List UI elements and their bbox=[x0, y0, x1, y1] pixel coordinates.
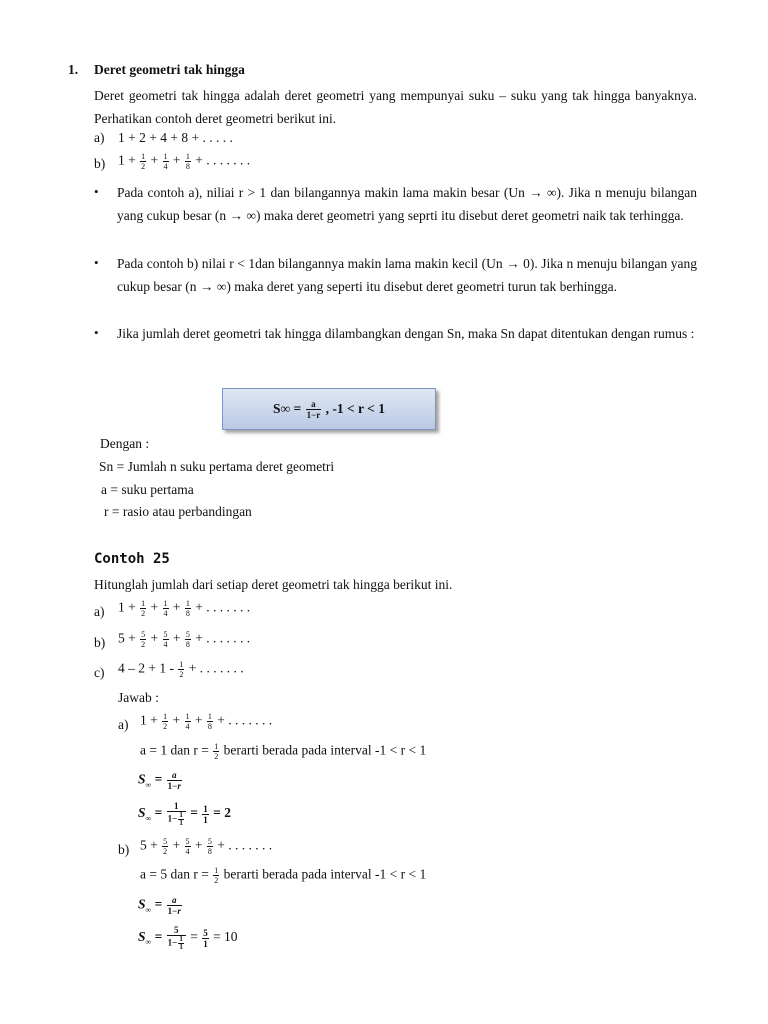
formula-box: S∞ = $\frac{a}{1-r}$ , -1 < r < 1 bbox=[222, 388, 436, 430]
answer-a-given: a = 1 dan r = $\frac{1}{2}$ berarti berada pada interval -1 < r < 1 bbox=[140, 742, 427, 761]
legend-sn: Sn = Jumlah n suku pertama deret geometri bbox=[99, 459, 335, 474]
example-a-label: a) bbox=[94, 604, 105, 619]
bullet-2-text: Pada contoh b) nilai r < 1dan bilangannya makin lama makin kecil (Un → 0). Jika n menuju bilangan yang cukup besar (n → ∞) maka deret yang seperti itu disebut deret geometri turun tak berhingga. bbox=[117, 256, 697, 294]
section-number: 1. bbox=[68, 62, 79, 77]
answer-a-formula: $S_\infty$ = $\frac{a}{1-r}$ bbox=[138, 770, 181, 791]
legend-r: r = rasio atau perbandingan bbox=[104, 504, 252, 519]
answer-a-label: a) bbox=[118, 717, 129, 732]
answer-b-formula: $S_\infty$ = $\frac{a}{1-r}$ bbox=[138, 895, 181, 916]
bullet-dot: • bbox=[94, 255, 99, 270]
example-c-label: c) bbox=[94, 665, 105, 680]
intro-paragraph: Deret geometri tak hingga adalah deret geometri yang mempunyai suku – suku yang tak hingga banyaknya. Perhatikan contoh deret geometri berikut ini. bbox=[94, 88, 697, 126]
answer-b-result: $S_\infty$ = 5 1− $\frac{1}{1}$ = $\frac{5}{1}$ = 10 bbox=[138, 925, 238, 951]
example-c-series: 4 – 2 + 1 - $\frac{1}{2}$ + . . . . . . . bbox=[118, 660, 244, 679]
bullet-dot: • bbox=[94, 325, 99, 340]
example-prompt: Hitunglah jumlah dari setiap deret geometri tak hingga berikut ini. bbox=[94, 577, 453, 592]
legend-title: Dengan : bbox=[100, 436, 150, 451]
example-b-label: b) bbox=[94, 635, 106, 650]
example-a-series: 1 + $\frac{1}{2}$ + $\frac{1}{4}$ + $\frac{1}{8}$ + . . . . . . . bbox=[118, 599, 251, 618]
bullet-dot: • bbox=[94, 184, 99, 199]
example-b-series: 5 + $\frac{5}{2}$ + $\frac{5}{4}$ + $\frac{5}{8}$ + . . . . . . . bbox=[118, 630, 251, 649]
answer-b-series: 5 + $\frac{5}{2}$ + $\frac{5}{4}$ + $\frac{5}{8}$ + . . . . . . . bbox=[140, 837, 273, 856]
bullet-1-text: Pada contoh a), niliai r > 1 dan bilangannya makin lama makin besar (Un → ∞). Jika n menuju bilangan yang cukup besar (n → ∞) maka deret geometri yang seprti itu disebut deret geometri naik tak terhingga. bbox=[117, 185, 697, 223]
answer-a-result: $S_\infty$ = 1 1− $\frac{1}{1}$ = $\frac{1}{1}$ = 2 bbox=[138, 801, 231, 827]
section-title: Deret geometri tak hingga bbox=[94, 62, 245, 77]
series-b-label: b) bbox=[94, 156, 106, 171]
series-a: 1 + 2 + 4 + 8 + . . . . . bbox=[118, 130, 233, 145]
answer-b-label: b) bbox=[118, 842, 130, 857]
answer-title: Jawab : bbox=[118, 690, 159, 705]
answer-a-series: 1 + $\frac{1}{2}$ + $\frac{1}{4}$ + $\frac{1}{8}$ + . . . . . . . bbox=[140, 712, 273, 731]
series-b: 1 + $\frac{1}{2}$ + $\frac{1}{4}$ + $\frac{1}{8}$ + . . . . . . . bbox=[118, 152, 251, 171]
example-title: Contoh 25 bbox=[94, 551, 170, 567]
bullet-3-text: Jika jumlah deret geometri tak hingga dilambangkan dengan Sn, maka Sn dapat ditentukan dengan rumus : bbox=[117, 326, 695, 341]
series-a-label: a) bbox=[94, 130, 105, 145]
legend-a: a = suku pertama bbox=[101, 482, 194, 497]
answer-b-given: a = 5 dan r = $\frac{1}{2}$ berarti berada pada interval -1 < r < 1 bbox=[140, 866, 427, 885]
